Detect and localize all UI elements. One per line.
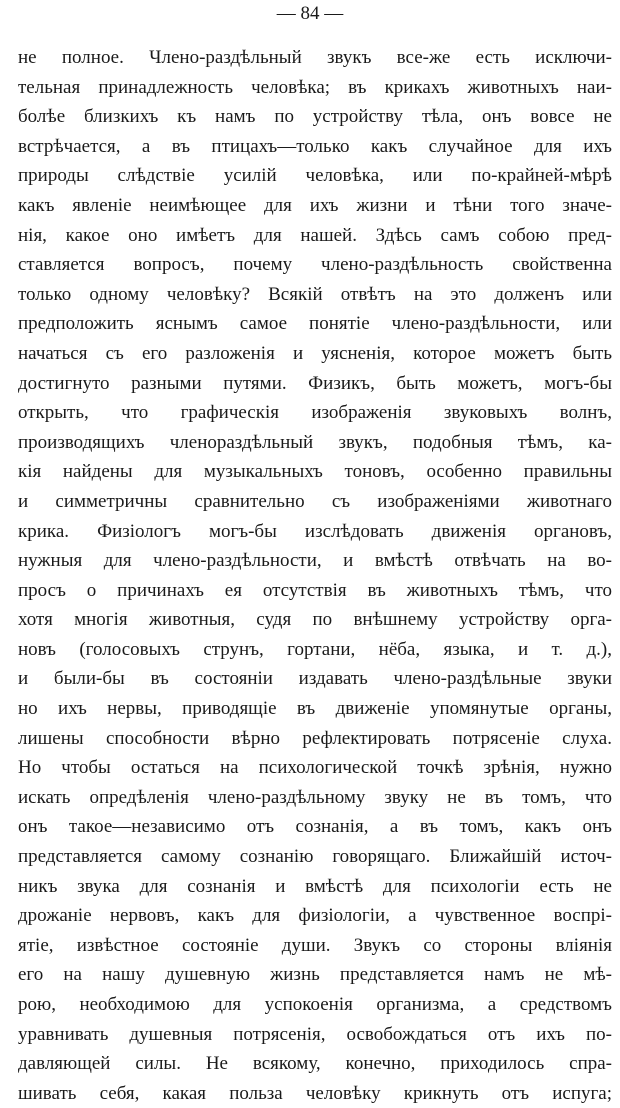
text-line: Но чтобы остаться на психологической точкѣ зрѣнія, нужно — [18, 757, 612, 779]
text-line: начаться съ его разложенія и уясненія, которое можетъ быть — [18, 342, 612, 364]
text-line: нія, какое оно имѣетъ для нашей. Здѣсь самъ собою пред- — [18, 224, 612, 246]
text-line: искать опредѣленія члено-раздѣльному звуку не въ томъ, что — [18, 786, 612, 808]
text-line: представляется самому сознанію говорящаго. Ближайшій источ- — [18, 846, 612, 868]
text-line: но ихъ нервы, приводящіе въ движеніе упомянутые органы, — [18, 698, 612, 720]
text-line: никъ звука для сознанія и вмѣстѣ для психологіи есть не — [18, 875, 612, 897]
text-line: не полное. Члено-раздѣльный звукъ все-же есть исключи- — [18, 47, 612, 68]
text-line: открыть, что графическія изображенія звуковыхъ волнъ, — [18, 402, 612, 424]
text-line: какъ явленіе неимѣющее для ихъ жизни и тѣни того значе- — [18, 194, 612, 216]
text-line: достигнуто разными путями. Физикъ, быть можетъ, могъ-бы — [18, 372, 612, 394]
text-line: крика. Физіологъ могъ-бы изслѣдовать движенія органовъ, — [18, 520, 612, 542]
text-line: дрожаніе нервовъ, какъ для физіологіи, а чувственное воспрі- — [18, 905, 612, 927]
text-line: шивать себя, какая польза человѣку крикнуть отъ испуга; — [18, 1082, 612, 1104]
text-line: предположить яснымъ самое понятіе члено-раздѣльности, или — [18, 313, 612, 335]
text-line: тельная принадлежность человѣка; въ крикахъ животныхъ наи- — [18, 76, 612, 98]
text-line: хотя многія животныя, судя по внѣшнему устройству орга- — [18, 609, 612, 631]
text-line: производящихъ членораздѣльный звукъ, подобныя тѣмъ, ка- — [18, 431, 612, 453]
text-line: уравнивать душевныя потрясенія, освобождаться отъ ихъ по- — [18, 1023, 612, 1045]
text-line: лишены способности вѣрно рефлектировать потрясеніе слуха. — [18, 727, 612, 749]
text-line: только одному человѣку? Всякій отвѣтъ на это долженъ или — [18, 283, 612, 305]
text-line: природы слѣдствіе усилій человѣка, или по-крайней-мѣрѣ — [18, 165, 612, 187]
text-line: ятіе, извѣстное состояніе души. Звукъ со стороны вліянія — [18, 934, 612, 956]
text-line: встрѣчается, а въ птицахъ—только какъ случайное для ихъ — [18, 135, 612, 157]
text-line: ставляется вопросъ, почему члено-раздѣльность свойственна — [18, 254, 612, 276]
text-line: болѣе близкихъ къ намъ по устройству тѣла, онъ вовсе не — [18, 106, 612, 128]
body-text — [18, 43, 612, 1108]
text-line: просъ о причинахъ ея отсутствія въ животныхъ тѣмъ, что — [18, 579, 612, 601]
text-line: его на нашу душевную жизнь представляется намъ не мѣ- — [18, 964, 612, 986]
page-number: — 84 — — [276, 3, 344, 24]
text-line: и симметричны сравнительно съ изображеніями животнаго — [18, 490, 612, 512]
text-line: новъ (голосовыхъ струнъ, гортани, нёба, языка, и т. д.), — [18, 638, 612, 660]
text-line: онъ такое—независимо отъ сознанія, а въ томъ, какъ онъ — [18, 816, 612, 838]
text-line: нужныя для члено-раздѣльности, и вмѣстѣ отвѣчать на во- — [18, 550, 612, 572]
text-line: и были-бы въ состояніи издавать члено-раздѣльные звуки — [18, 668, 612, 690]
text-line: кія найдены для музыкальныхъ тоновъ, особенно правильны — [18, 461, 612, 483]
text-line: рою, необходимою для успокоенія организма, а средствомъ — [18, 994, 612, 1015]
text-line: давляющей силы. Не всякому, конечно, приходилось спра- — [18, 1053, 612, 1075]
